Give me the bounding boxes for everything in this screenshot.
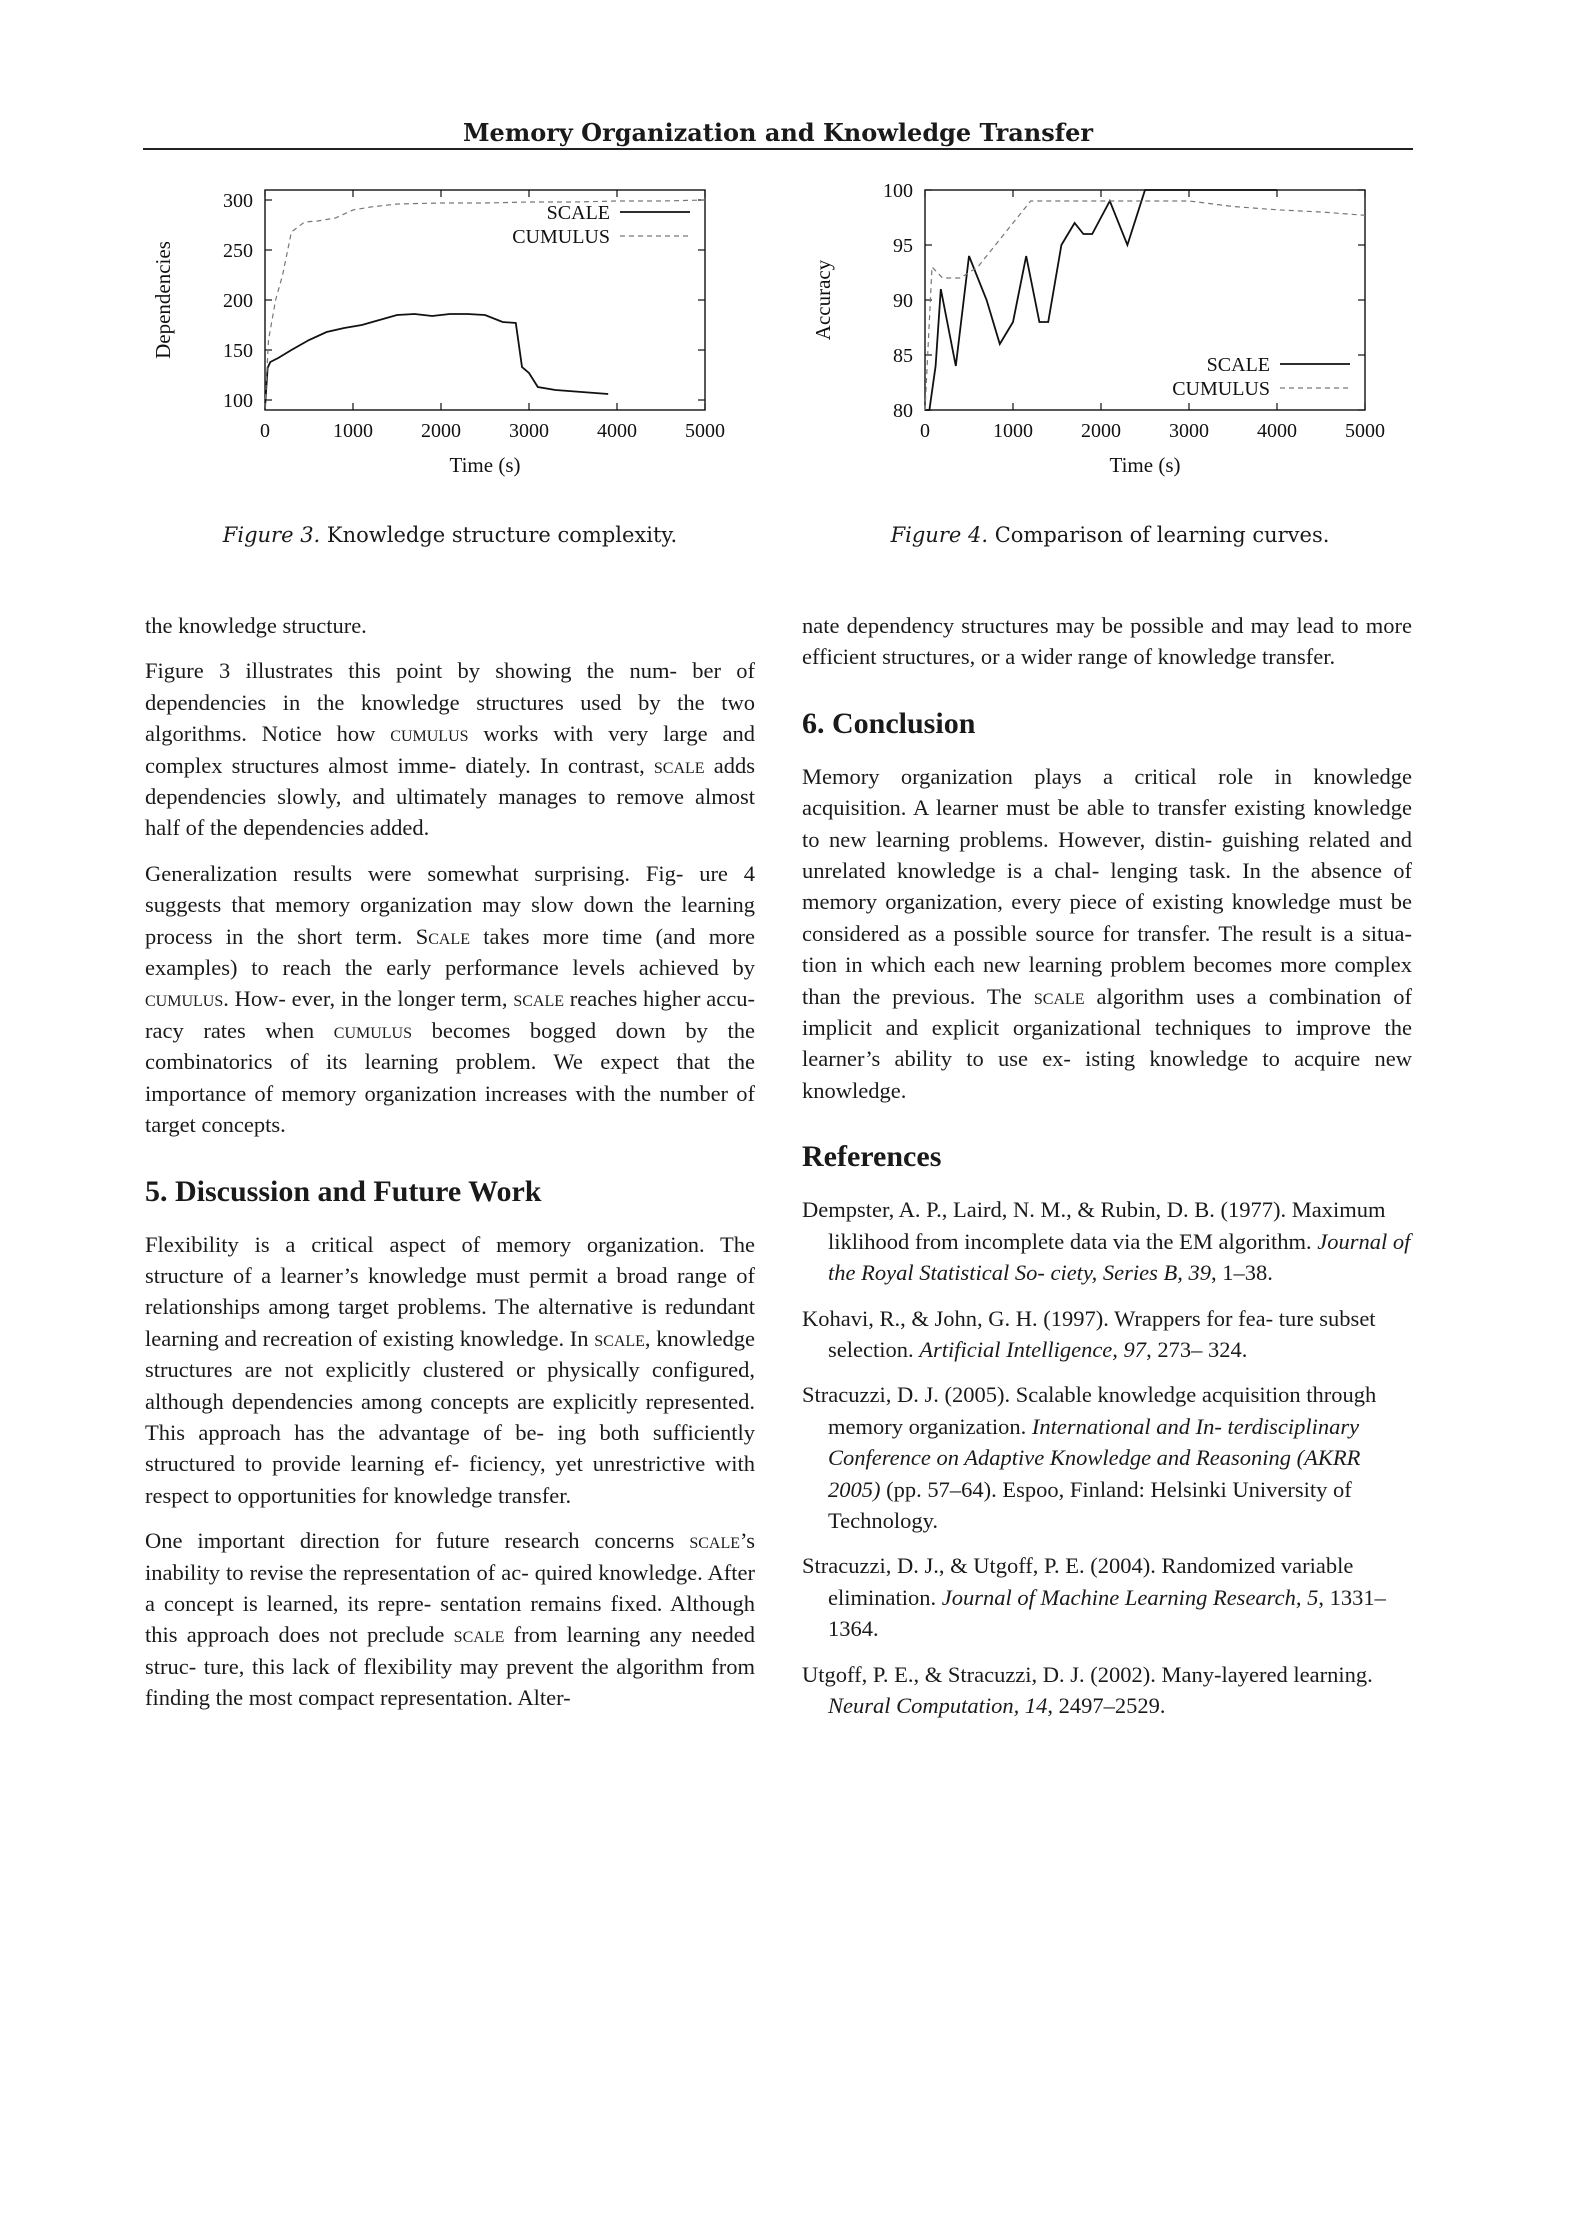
legend-label-cumulus: CUMULUS bbox=[1172, 378, 1270, 400]
paragraph: Figure 3 illustrates this point by showing the num- ber of dependencies in the knowledge structures used by the two algorithms. Notice how cumulus works with very large and complex structures almost imme- diately. In contrast, scale adds dependencies slowly, and ultimately manages to remove almost half of the dependencies added. bbox=[145, 658, 756, 841]
x-tick-label: 0 bbox=[920, 420, 930, 442]
y-tick-label: 300 bbox=[223, 190, 253, 212]
x-axis-label: Time (s) bbox=[449, 453, 521, 477]
x-tick-label: 1000 bbox=[993, 420, 1033, 442]
y-tick-label: 100 bbox=[883, 180, 913, 202]
legend-label-cumulus: CUMULUS bbox=[512, 226, 610, 248]
series-line-cumulus bbox=[925, 201, 1365, 410]
paragraph: Memory organization plays a critical role in knowledge acquisition. A learner must be able to transfer existing knowledge to new learning problems. However, distin- guishing related and unrelated knowledge is a chal- lenging task. In the absence of memory organization, every piece of existing knowledge must be considered as a possible source for transfer. The result is a situa- tion in which each new learning problem becomes more complex than the previous. The scale algorithm uses a combination of implicit and explicit organizational techniques to improve the learner’s ability to use ex- isting knowledge to acquire new knowledge. bbox=[802, 763, 1412, 1103]
series-line-scale bbox=[925, 190, 1277, 410]
paragraph: Generalization results were somewhat surprising. Fig- ure 4 suggests that memory organization may slow down the learning process in the short term. Scale takes more time (and more examples) to reach the early performance levels achieved by cumulus. How- ever, in the longer term, scale reaches higher accu- racy rates when cumulus becomes bogged down by the combinatorics of its learning problem. We expect that the importance of memory organization increases with the number of target concepts. bbox=[145, 860, 755, 1138]
figure-4-chart bbox=[800, 170, 1420, 510]
right-column bbox=[802, 610, 1412, 1735]
y-tick-label: 100 bbox=[223, 390, 253, 412]
x-tick-label: 0 bbox=[260, 420, 270, 442]
figure-4-label: Figure 4. bbox=[890, 523, 989, 547]
header-rule bbox=[143, 148, 1413, 150]
figure-3-caption bbox=[140, 523, 760, 547]
x-tick-label: 4000 bbox=[597, 420, 637, 442]
y-tick-label: 85 bbox=[893, 345, 913, 367]
figure-3-caption-text: Knowledge structure complexity. bbox=[326, 523, 678, 547]
y-tick-label: 250 bbox=[223, 240, 253, 262]
x-tick-label: 3000 bbox=[509, 420, 549, 442]
reference-item: Stracuzzi, D. J. (2005). Scalable knowledge acquisition through memory organization. International and In- terdisciplinary Conference on Adaptive Knowledge and Reasoning (AKRR 2005) (pp. 57–64). Espoo, Finland: Helsinki University of Technology. bbox=[802, 1382, 1377, 1533]
paragraph: nate dependency structures may be possible and may lead to more efficient structures, or a wider range of knowledge transfer. bbox=[802, 613, 1412, 670]
series-line-cumulus bbox=[265, 200, 705, 408]
reference-item: Kohavi, R., & John, G. H. (1997). Wrappers for fea- ture subset selection. Artificial Intelligence, 97, 273– 324. bbox=[802, 1305, 1376, 1362]
section-heading-6: 6. Conclusion bbox=[802, 706, 976, 740]
x-tick-label: 5000 bbox=[685, 420, 725, 442]
x-tick-label: 2000 bbox=[1081, 420, 1121, 442]
references-heading: References bbox=[802, 1140, 942, 1174]
x-tick-label: 2000 bbox=[421, 420, 461, 442]
reference-list bbox=[802, 1194, 1412, 1721]
y-axis-label: Dependencies bbox=[151, 241, 175, 359]
y-tick-label: 150 bbox=[223, 340, 253, 362]
x-tick-label: 4000 bbox=[1257, 420, 1297, 442]
section-heading-5: 5. Discussion and Future Work bbox=[145, 1174, 542, 1208]
plot-frame bbox=[925, 190, 1365, 410]
x-axis-label: Time (s) bbox=[1109, 453, 1181, 477]
running-title: Memory Organization and Knowledge Transfer bbox=[462, 118, 1094, 147]
figure-4-caption bbox=[800, 523, 1420, 547]
paragraph: One important direction for future research concerns scale’s inability to revise the representation of ac- quired knowledge. After a concept is learned, its repre- sentation remains fixed. Although this approach does not preclude scale from learning any needed struc- ture, this lack of flexibility may prevent the algorithm from finding the most compact representation. Alter- bbox=[145, 1528, 755, 1711]
x-tick-label: 3000 bbox=[1169, 420, 1209, 442]
figure-3-chart bbox=[140, 170, 760, 510]
plot-frame bbox=[265, 190, 705, 410]
legend-label-scale: SCALE bbox=[546, 202, 610, 224]
reference-item: Utgoff, P. E., & Stracuzzi, D. J. (2002). Many-layered learning. Neural Computation, 14, 2497–2529. bbox=[802, 1661, 1373, 1718]
paragraph: Flexibility is a critical aspect of memory organization. The structure of a learner’s knowledge must permit a broad range of relationships among target problems. The alternative is redundant learning and recreation of existing knowledge. In scale, knowledge structures are not explicitly clustered or physically configured, although dependencies among concepts are explicitly represented. This approach has the advantage of be- ing both sufficiently structured to provide learning ef- ficiency, yet unrestrictive with respect to opportunities for knowledge transfer. bbox=[145, 1231, 755, 1508]
left-column bbox=[145, 610, 755, 1728]
x-tick-label: 1000 bbox=[333, 420, 373, 442]
y-axis-label: Accuracy bbox=[811, 259, 835, 341]
x-tick-label: 5000 bbox=[1345, 420, 1385, 442]
reference-item: Stracuzzi, D. J., & Utgoff, P. E. (2004). Randomized variable elimination. Journal of Machine Learning Research, 5, 1331–1364. bbox=[802, 1553, 1386, 1642]
legend-label-scale: SCALE bbox=[1206, 354, 1270, 376]
figure-3-label: Figure 3. bbox=[222, 523, 321, 547]
y-tick-label: 95 bbox=[893, 235, 913, 257]
reference-item: Dempster, A. P., Laird, N. M., & Rubin, D. B. (1977). Maximum liklihood from incomplete data via the EM algorithm. Journal of the Royal Statistical So- ciety, Series B, 39, 1–38. bbox=[802, 1197, 1411, 1286]
series-line-scale bbox=[265, 314, 608, 408]
figure-4-caption-text: Comparison of learning curves. bbox=[994, 523, 1330, 547]
y-tick-label: 90 bbox=[893, 290, 913, 312]
y-tick-label: 200 bbox=[223, 290, 253, 312]
paragraph: the knowledge structure. bbox=[145, 613, 367, 638]
y-tick-label: 80 bbox=[893, 400, 913, 422]
